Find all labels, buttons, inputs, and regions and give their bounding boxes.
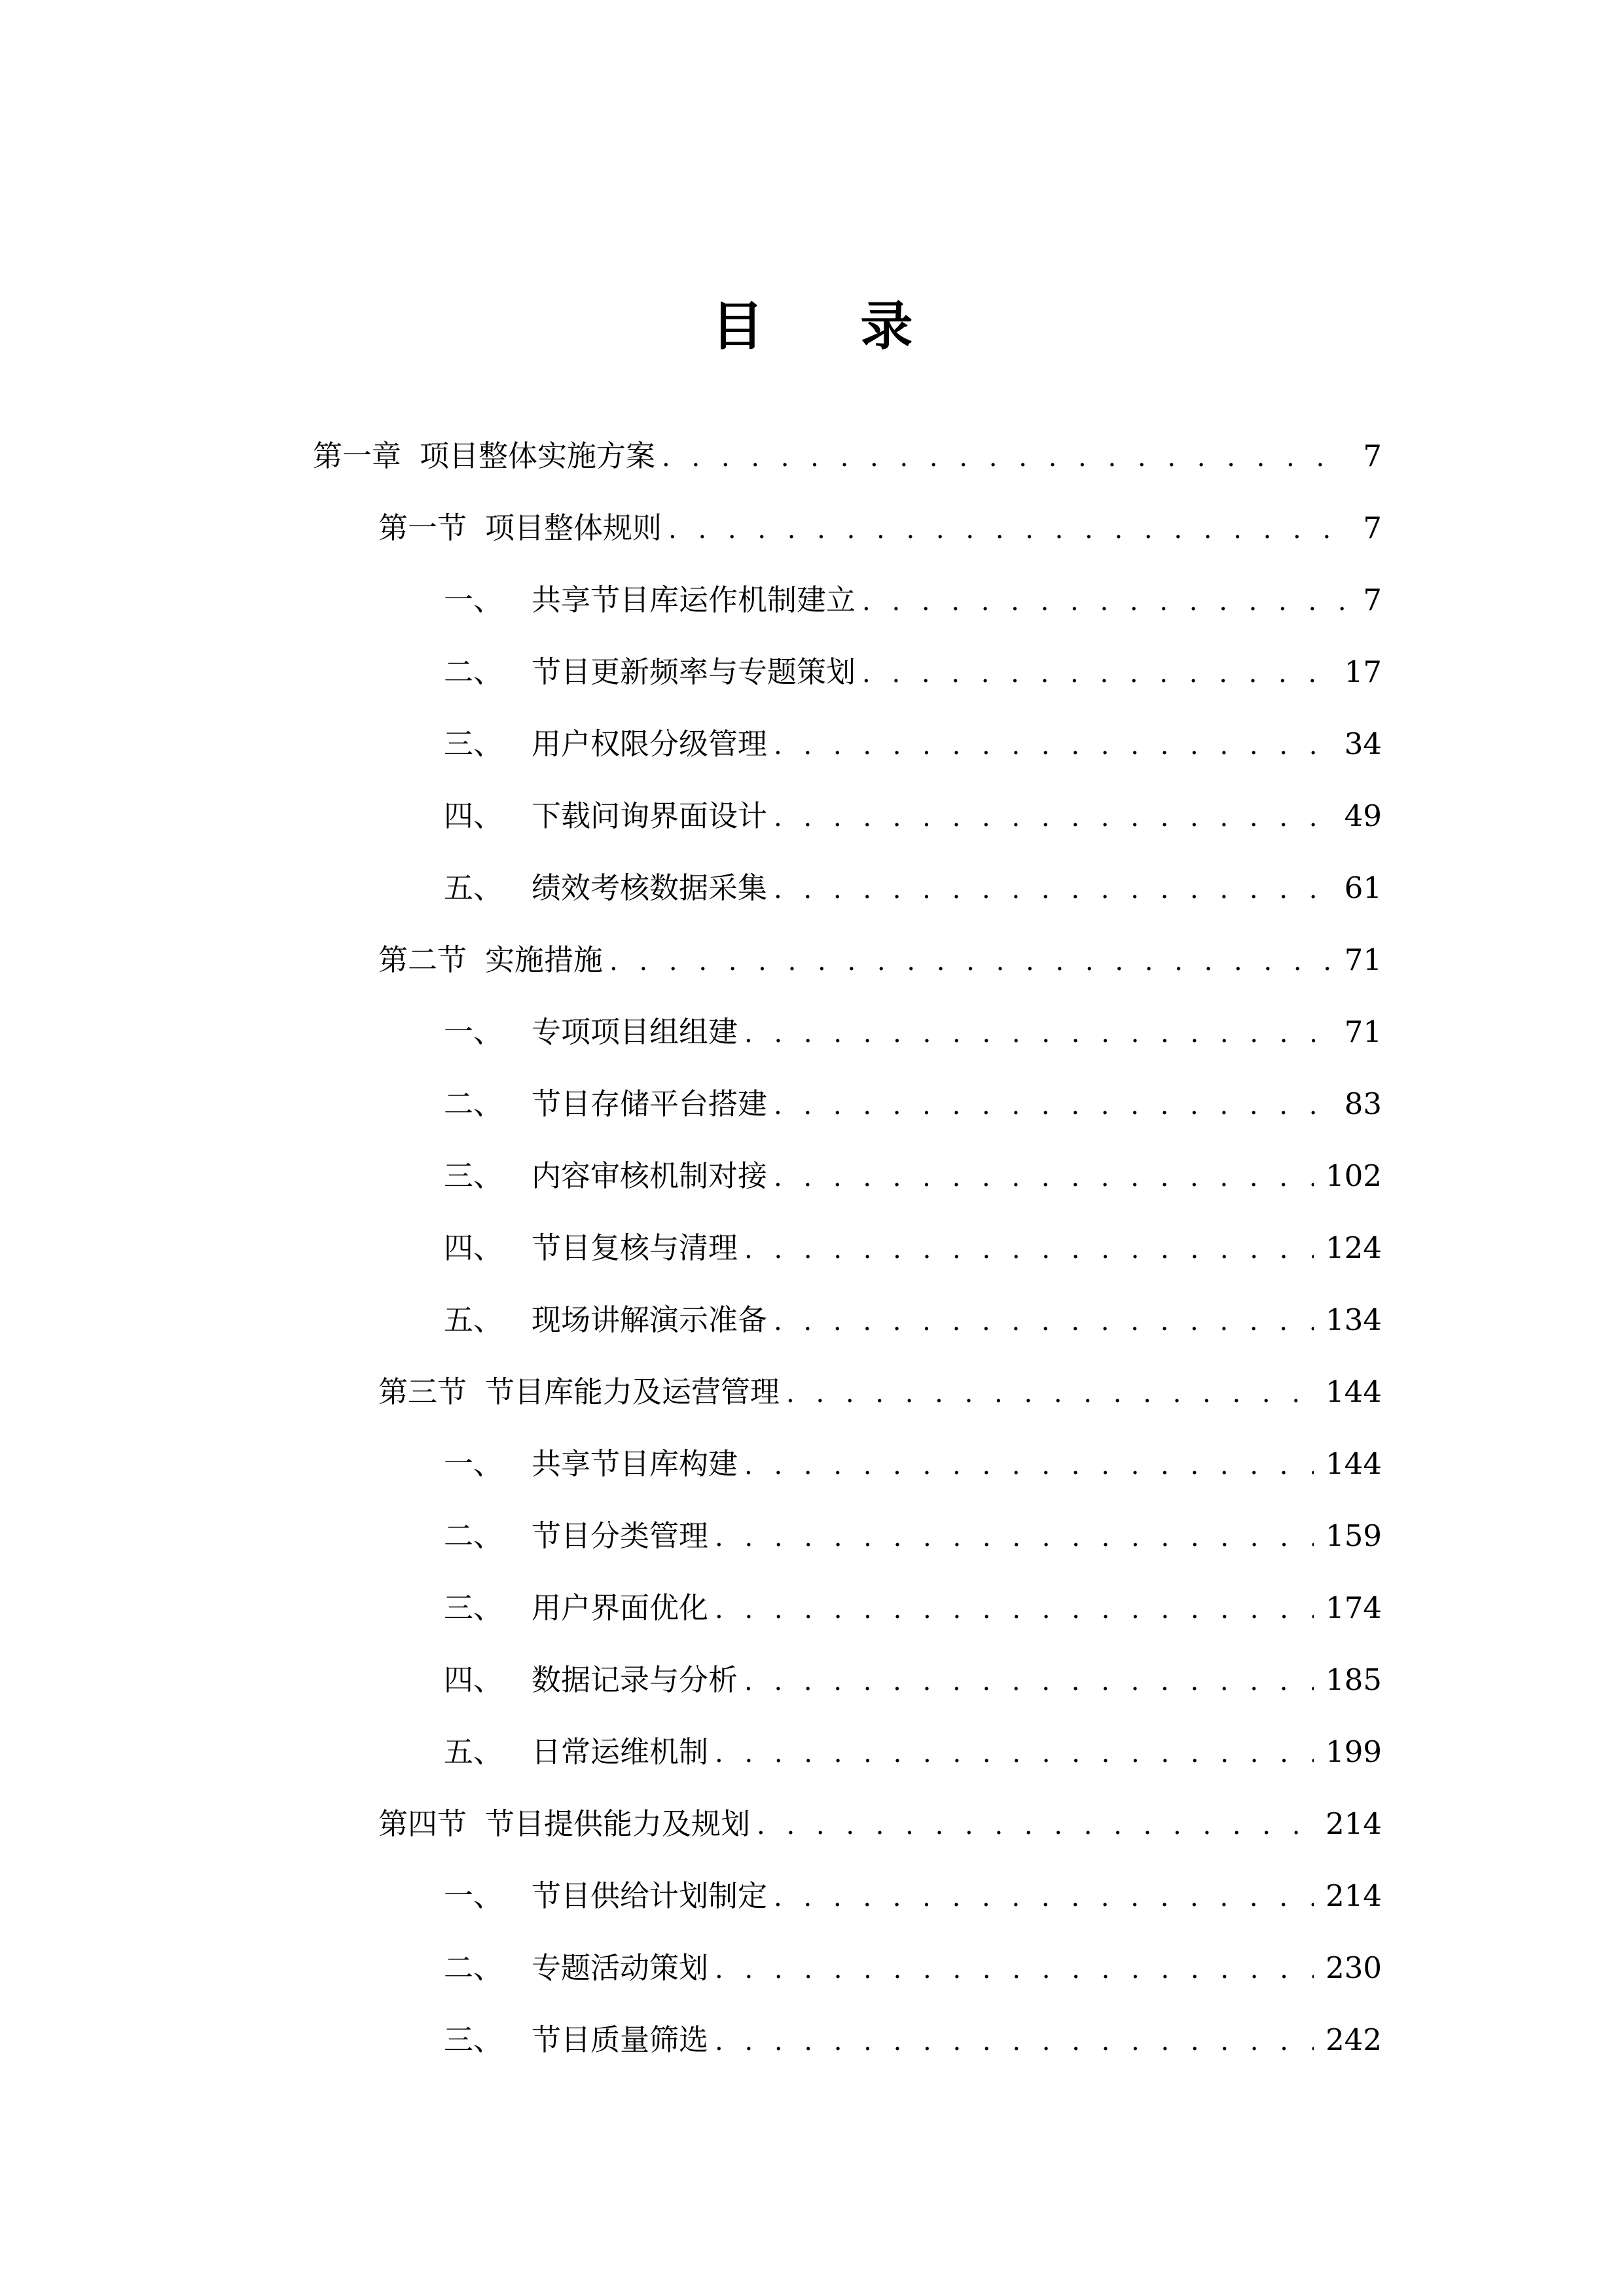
toc-page-number: 7 bbox=[1363, 583, 1382, 617]
toc-leader bbox=[744, 1220, 1314, 1279]
toc-marker: 四、 bbox=[444, 1230, 503, 1265]
toc-title: 节目库能力及运营管理 bbox=[485, 1374, 780, 1409]
toc-marker: 四、 bbox=[444, 798, 503, 833]
toc-leader bbox=[744, 1004, 1333, 1063]
toc-page-number: 144 bbox=[1326, 1374, 1382, 1409]
toc-title: 数据记录与分析 bbox=[532, 1662, 738, 1697]
toc-page-number: 159 bbox=[1326, 1518, 1382, 1553]
toc-marker: 一、 bbox=[444, 1014, 503, 1049]
toc-entry-section-2[interactable] bbox=[378, 931, 1382, 990]
toc-title: 节目供给计划制定 bbox=[532, 1878, 768, 1913]
toc-leader bbox=[668, 500, 1344, 559]
toc-marker: 三、 bbox=[444, 726, 503, 761]
toc-entry-section-3[interactable] bbox=[378, 1363, 1382, 1422]
toc-page-number: 7 bbox=[1363, 511, 1382, 545]
toc-leader bbox=[757, 1796, 1314, 1855]
toc-title: 现场讲解演示准备 bbox=[532, 1302, 768, 1337]
toc-title: 共享节目库构建 bbox=[532, 1446, 738, 1481]
toc-leader bbox=[862, 644, 1333, 703]
toc-entry-item[interactable] bbox=[444, 1435, 1382, 1494]
toc-title: 用户界面优化 bbox=[532, 1590, 709, 1625]
toc-marker: 四、 bbox=[444, 1662, 503, 1697]
toc-title: 下载问询界面设计 bbox=[532, 798, 768, 833]
toc-entry-item[interactable] bbox=[444, 1939, 1382, 1998]
toc-title: 用户权限分级管理 bbox=[532, 726, 768, 761]
toc-page-number: 214 bbox=[1326, 1806, 1382, 1841]
toc-title: 节目分类管理 bbox=[532, 1518, 709, 1553]
toc-entry-item[interactable] bbox=[444, 643, 1382, 702]
toc-entry-item[interactable] bbox=[444, 1867, 1382, 1926]
toc-marker: 二、 bbox=[444, 1086, 503, 1121]
toc-leader bbox=[715, 2012, 1314, 2071]
toc-entry-item[interactable] bbox=[444, 1003, 1382, 1062]
toc-marker: 一、 bbox=[444, 1446, 503, 1481]
toc-marker: 五、 bbox=[444, 870, 503, 905]
toc-title: 专项项目组组建 bbox=[532, 1014, 738, 1049]
toc-entry-item[interactable] bbox=[444, 1075, 1382, 1134]
toc-entry-item[interactable] bbox=[444, 1507, 1382, 1566]
toc-page-number: 230 bbox=[1326, 1950, 1382, 1985]
toc-title: 绩效考核数据采集 bbox=[532, 870, 768, 905]
toc-marker: 第三节 bbox=[378, 1374, 467, 1409]
toc-entry-item[interactable] bbox=[444, 1723, 1382, 1782]
toc-marker: 一、 bbox=[444, 583, 503, 617]
toc-entry-item[interactable] bbox=[444, 1291, 1382, 1350]
toc-marker: 第四节 bbox=[378, 1806, 467, 1841]
toc-title: 项目整体实施方案 bbox=[420, 439, 656, 473]
toc-leader bbox=[715, 1940, 1314, 1999]
toc-marker: 二、 bbox=[444, 655, 503, 689]
toc-leader bbox=[609, 932, 1333, 991]
toc-leader bbox=[744, 1436, 1314, 1495]
toc-leader bbox=[715, 1580, 1314, 1639]
toc-entry-chapter-1[interactable] bbox=[313, 427, 1382, 486]
toc-title: 专题活动策划 bbox=[532, 1950, 709, 1985]
toc-page-number: 71 bbox=[1344, 1014, 1382, 1049]
toc-page-number: 174 bbox=[1326, 1590, 1382, 1625]
toc-title: 内容审核机制对接 bbox=[532, 1158, 768, 1193]
toc-page-number: 49 bbox=[1344, 798, 1382, 833]
toc-leader bbox=[862, 572, 1344, 631]
toc-title: 日常运维机制 bbox=[532, 1734, 709, 1769]
toc-page-number: 185 bbox=[1326, 1662, 1382, 1697]
toc-entry-item[interactable] bbox=[444, 1147, 1382, 1206]
toc-entry-item[interactable] bbox=[444, 1219, 1382, 1278]
toc-page-number: 102 bbox=[1326, 1158, 1382, 1193]
toc-leader bbox=[715, 1724, 1314, 1783]
toc-title: 节目提供能力及规划 bbox=[485, 1806, 751, 1841]
toc-page-number: 144 bbox=[1326, 1446, 1382, 1481]
toc-title: 节目存储平台搭建 bbox=[532, 1086, 768, 1121]
toc-leader bbox=[774, 1076, 1333, 1135]
toc-page-number: 71 bbox=[1344, 942, 1382, 977]
toc-leader bbox=[662, 428, 1344, 487]
toc-marker: 五、 bbox=[444, 1734, 503, 1769]
toc-marker: 三、 bbox=[444, 2022, 503, 2057]
toc-marker: 第二节 bbox=[378, 942, 467, 977]
toc-leader bbox=[774, 1148, 1314, 1207]
toc-page-number: 83 bbox=[1344, 1086, 1382, 1121]
toc-entry-item[interactable] bbox=[444, 787, 1382, 846]
toc-entry-section-1[interactable] bbox=[378, 499, 1382, 558]
toc-title: 共享节目库运作机制建立 bbox=[532, 583, 856, 617]
toc-entry-item[interactable] bbox=[444, 715, 1382, 774]
toc-entry-item[interactable] bbox=[444, 571, 1382, 630]
toc-leader bbox=[786, 1364, 1314, 1423]
toc-page-number: 124 bbox=[1326, 1230, 1382, 1265]
toc-page-number: 214 bbox=[1326, 1878, 1382, 1913]
toc-leader bbox=[774, 1868, 1314, 1927]
toc-leader bbox=[774, 860, 1333, 919]
toc-page-number: 242 bbox=[1326, 2022, 1382, 2057]
toc-entry-item[interactable] bbox=[444, 1651, 1382, 1710]
toc-title: 节目更新频率与专题策划 bbox=[532, 655, 856, 689]
toc-page-number: 17 bbox=[1344, 655, 1382, 689]
toc-leader bbox=[744, 1652, 1314, 1711]
toc-title: 节目复核与清理 bbox=[532, 1230, 738, 1265]
toc-marker: 三、 bbox=[444, 1158, 503, 1193]
toc-entry-item[interactable] bbox=[444, 1579, 1382, 1638]
page-title: 目 录 bbox=[711, 295, 952, 357]
toc-marker: 三、 bbox=[444, 1590, 503, 1625]
toc-page-number: 34 bbox=[1344, 726, 1382, 761]
toc-leader bbox=[774, 788, 1333, 847]
toc-marker: 第一节 bbox=[378, 511, 467, 545]
toc-leader bbox=[715, 1508, 1314, 1567]
toc-entry-item[interactable] bbox=[444, 859, 1382, 918]
toc-entry-section-4[interactable] bbox=[378, 1795, 1382, 1854]
toc-marker: 第一章 bbox=[313, 439, 402, 473]
toc-title: 实施措施 bbox=[485, 942, 604, 977]
toc-title: 项目整体规则 bbox=[485, 511, 662, 545]
toc-entry-item[interactable] bbox=[444, 2011, 1382, 2070]
toc-title: 节目质量筛选 bbox=[532, 2022, 709, 2057]
toc-page-number: 199 bbox=[1326, 1734, 1382, 1769]
toc-marker: 五、 bbox=[444, 1302, 503, 1337]
toc-marker: 一、 bbox=[444, 1878, 503, 1913]
toc-leader bbox=[774, 716, 1333, 775]
toc-marker: 二、 bbox=[444, 1518, 503, 1553]
toc-page-number: 61 bbox=[1344, 870, 1382, 905]
toc-leader bbox=[774, 1292, 1314, 1351]
toc-marker: 二、 bbox=[444, 1950, 503, 1985]
toc-page-number: 7 bbox=[1363, 439, 1382, 473]
toc-page-number: 134 bbox=[1326, 1302, 1382, 1337]
